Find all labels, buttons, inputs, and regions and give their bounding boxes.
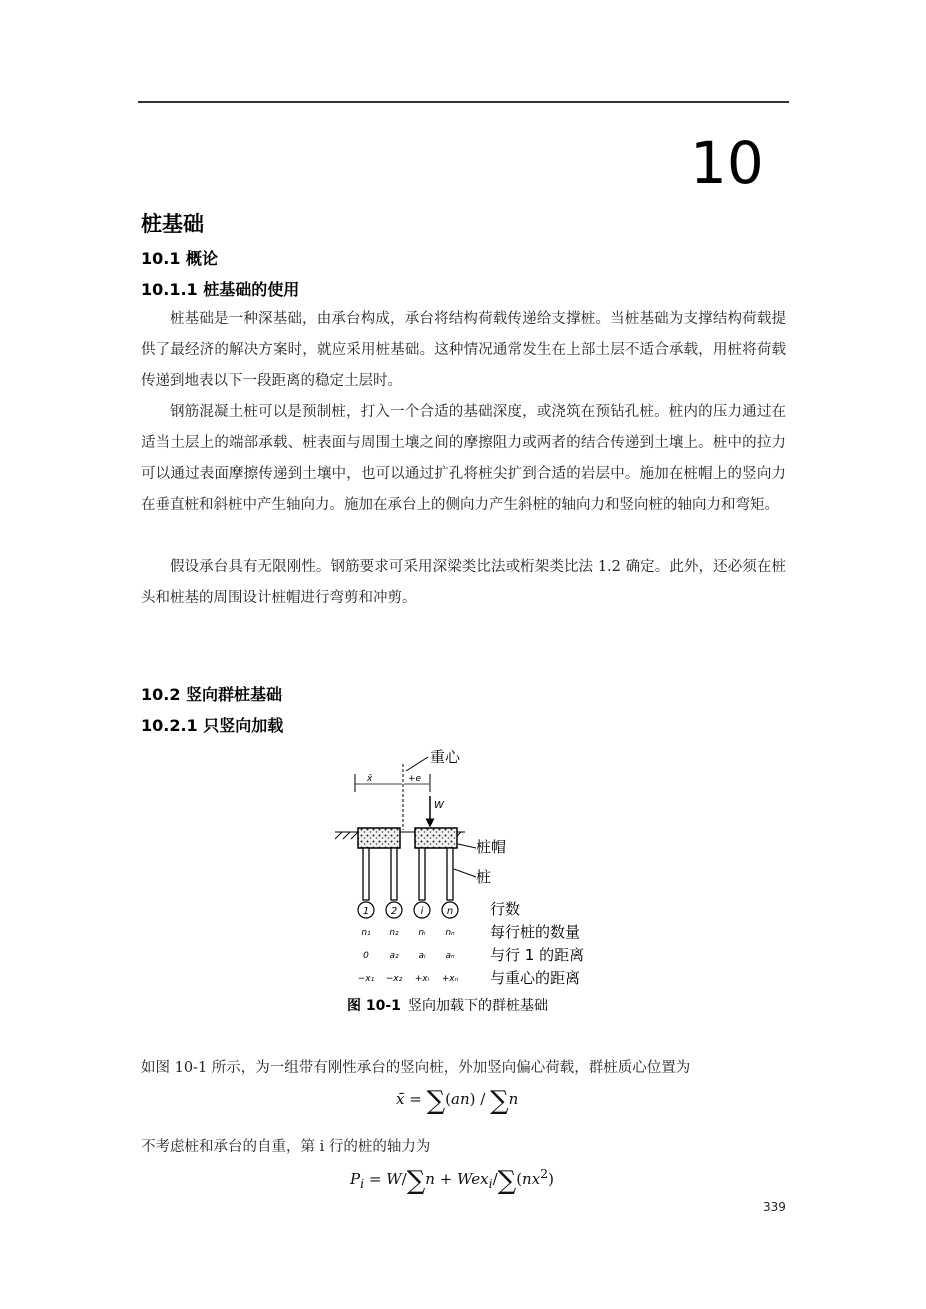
chapter-number: 10 [690, 129, 764, 197]
figure-caption-number: 图 10-1 [347, 998, 401, 1014]
row-a-1: 0 [363, 951, 369, 961]
pile-i [419, 848, 425, 900]
pile-cap-left [358, 828, 400, 848]
row-circle-text-1: 1 [362, 906, 370, 917]
row-n-i: nᵢ [418, 928, 426, 938]
chapter-title: 桩基础 [141, 212, 204, 236]
legend-distance-centroid: 与重心的距离 [490, 969, 581, 987]
cap-label: 桩帽 [476, 838, 507, 856]
cap-leader [458, 844, 476, 848]
pile-label: 桩 [476, 868, 492, 886]
axial-force-formula: $P_i = W/\sum n + Wex_i/\sum(nx^2)$ [350, 1166, 554, 1196]
subsection-heading-10-1-1: 10.1.1 桩基础的使用 [141, 280, 300, 299]
row-n-1: n₁ [361, 928, 371, 938]
paragraph-1: 桩基础是一种深基础，由承台构成，承台将结构荷载传递给支撑桩。当桩基础为支撑结构荷载提供了最经济的解决方案时，就应采用桩基础。这种情况通常发生在上部土层不适合承载，用桩将荷载传递到地表以下一段距离的稳定土层时。 [141, 311, 786, 389]
pile-leader [454, 869, 476, 877]
e-label: +e [408, 774, 422, 784]
row-x-2: −x₂ [385, 974, 403, 984]
load-label: W [434, 800, 444, 811]
text-after-figure: 如图 10-1 所示，为一组带有刚性承台的竖向桩，外加竖向偏心荷载，群桩质心位置为 [141, 1060, 691, 1076]
text-before-formula-2: 不考虑桩和承台的自重，第 i 行的桩的轴力为 [141, 1139, 431, 1155]
row-x-n: +xₙ [441, 974, 459, 984]
subsection-heading-10-2-1: 10.2.1 只竖向加载 [141, 716, 284, 735]
row-n-2: n₂ [389, 928, 399, 938]
header-rule [138, 101, 789, 103]
pile-cap-right [415, 828, 457, 848]
legend-rows: 行数 [490, 900, 521, 918]
row-x-i: +xᵢ [414, 974, 430, 984]
xbar-label: x̄ [367, 774, 373, 784]
row-circle-text-2: 2 [390, 906, 398, 917]
centroid-leader [406, 757, 428, 771]
page-number: 339 [763, 1200, 786, 1214]
section-heading-10-1: 10.1 概论 [141, 249, 219, 268]
row-n-n: nₙ [445, 928, 455, 938]
row-a-2: a₂ [389, 951, 399, 961]
paragraph-2: 钢筋混凝土桩可以是预制桩，打入一个合适的基础深度，或浇筑在预钻孔桩。桩内的压力通过在适当土层上的端部承载、桩表面与周围土壤之间的摩擦阻力或两者的结合传递到土壤上。桩中的拉力可以通过表面摩擦传递到土壤中，也可以通过扩孔将桩尖扩到合适的岩层中。施加在桩帽上的竖向力在垂直桩和斜桩中产生轴向力。施加在承台上的侧向力产生斜桩的轴向力和竖向桩的轴向力和弯矩。 [141, 404, 786, 513]
centroid-label: 重心 [430, 748, 461, 766]
row-circle-text-i: i [420, 906, 424, 917]
figure-caption-text: 竖向加载下的群桩基础 [408, 998, 548, 1014]
pile-2 [391, 848, 397, 900]
row-a-n: aₙ [445, 951, 455, 961]
legend-piles-per-row: 每行桩的数量 [490, 923, 581, 941]
section-heading-10-2: 10.2 竖向群桩基础 [141, 685, 283, 704]
row-circle-text-n: n [446, 906, 454, 917]
pile-group-figure [330, 744, 620, 1019]
row-a-i: aᵢ [418, 951, 426, 961]
pile-n [447, 848, 453, 900]
paragraph-3: 假设承台具有无限刚性。钢筋要求可采用深梁类比法或桁架类比法 1.2 确定。此外，还必须在桩头和桩基的周围设计桩帽进行弯剪和冲剪。 [141, 559, 786, 606]
pile-1 [363, 848, 369, 900]
centroid-formula: x̄ = ∑(an) / ∑n [396, 1086, 519, 1116]
row-x-1: −x₁ [357, 974, 375, 984]
legend-distance-row1: 与行 1 的距离 [490, 946, 585, 964]
